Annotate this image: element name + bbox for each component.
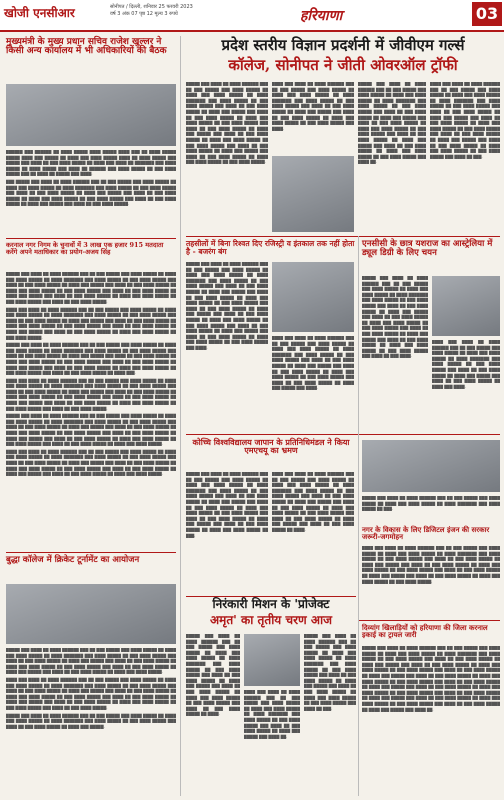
science-body-col4: ████ ███ ████ ██ ████ ██████ ███ ██ ███ █████ ███ ████ █████ ██ ████ ███ ████ █████ ██ ████ ███████ ███ ████ █████ ██ ███ ████ █████ ███ ████ ██ ███ ████ █████ ██ ████ ███ █████ ███ ████ ██ ███ ████ █████ ██ ████ ███ ████ █████ ██ ███ ████ █████ ███ ████ ██ ███ ████ █████ ██ ████ ███ █████ ███ ████ ██ ███ ████ █████ ██ ████ ███ ████ █████ ██ ███ ████ █████ ███ ████ ██ ███. [430,82,500,159]
cricket-photo [6,584,176,644]
row-divider-2 [186,434,500,435]
karnal-election-body: █████ ███ ████ ██ ████ ██████ ███ ██ ███ █████ ███ ████ █████ ██ ████ ███ ████ █████ ██ ████ ███████ ███ ████ █████ ██ ███ ████ █████ ███ ████ ██ ███ ████ █████ ██ ████ ███ █████ ███ ████ ██ ███ ████ █████ ██ ████ ███ ████ █████ ██ ███ ████ █████ ███ ████ ██ ███ ████ █████ ██ ████ ███ █████ ███ ████ ██ ███ ████ █████ ██ ████ ███ ████ █████ ██ ███ ████ █████ ███ ████ ██ ███ ████ █████. ████ ███ ████ ██ ████ ██████ ███ ██ ███ █████ ███ ████ █████ ██ ████ ███ ████ █████ ██ ████ ███████ ███ ████ █████ ██ ███ ████ █████ ███ ████ ██ ███ ████ █████ ██ ████ ███ █████ ███ ████ ██ ███ ████ █████ ██ ████ ███ ████ █████ ██ ███ ████ █████ ███ ████ ██ ███ ████ █████ ██ ████ ███ █████ ███ ████ ██ ███ ████ █████ ██ ████ ███ ████ █████ ██ ███ ████ █████. █████ ███ ████ ██ ████ ██████ ███ ██ ███ █████ ███ ████ █████ ██ ████ ███ ████ █████ ██ ████ ███████ ███ ████ █████ ██ ███ ████ █████ ███ ████ ██ ███ ████ █████ ██ ████ ███ █████ ███ ████ ██ ███ ████ █████ ██ ████ ███ ████ █████ ██ ███ ████ █████ ███ ████ ██ ███ ████ █████ ██ ████ ███ █████ ███ ████ ██ ███ ████ █████ ██ ████ ███ ████ █████ ██ ███ ████ █████ ███ ████ ██ ███ ████ █████ ██ ████ ███. ████ ███ ████ ██ ████ ██████ ███ ██ ███ █████ ███ ████ █████ ██ ████ ███ ████ █████ ██ ████ ███████ ███ ████ █████ ██ ███ ████ █████ ███ ████ ██ ███ ████ █████ ██ ████ ███ █████ ███ ████ ██ ███ ████ █████ ██ ████ ███ ████ █████ ██ ███ ████ █████ ███ ████ ██ ███ ████ █████ ██ ████ ███ █████ ███ ████ ██ ███ ████ █████ ██ ████ ███ ████ █████ ██ ███ ████ █████ ███ ████ ██ ███ ████ █████. █████ ███ ████ ██ ████ ██████ ███ ██ ███ █████ ███ ████ █████ ██ ████ ███ ████ █████ ██ ████ ███████ ███ ████ █████ ██ ███ ████ █████ ███ ████ ██ ███ ████ █████ ██ ████ ███ █████ ███ ████ ██ ███ ████ █████ ██ ████ ███ ████ █████ ██ ███ ████ █████ ███ ████ ██ ███ ████ █████ ██ ████ ███ █████ ███ ████ ██ ███ ████ █████ ██ ████ ███ ████ █████ ██ ███ ████ █████ ███ ████ ██ ███ ████ █████ ██ ████ ███ ████ █████. ████ ███ ████ ██ ████ ██████ ███ ██ ███ █████ ███ ████ █████ ██ ████ ███ ████ █████ ██ ████ ███████ ███ ████ █████ ██ ███ ████ █████ ███ ████ ██ ███ ████ █████ ██ ████ ███ █████ ███ ████ ██ ███ ████ █████ ██ ████ ███ ████ █████ ██ ███ ████ █████ ███ ████ ██ ███ ████ █████ ██ ████ ███ █████ ███ ████ ██ ███ ████ █████ ██ ████ ███ ████ █████. [6,272,176,477]
kochi-body-col2: ████ ███ ████ ██ ████ ██████ ███ ██ ███ █████ ███ ████ █████ ██ ████ ███ ████ █████ ██ ████ ███████ ███ ████ █████ ██ ███ ████ █████ ███ ████ ██ ███ ████ █████ ██ ████ ███ █████ ███ ████ ██ ███ ████ █████ ██ ████ ███ ████ █████ ██ ███ ████ █████ ███ ████ ██ ███ ████ █████ ██ ████ ███ █████ ███ ████ ██ ███ ████ █████ ██ ████. [272,472,354,532]
digital-engine-body: ████ ███ ████ ██ ████ ██████ ███ ██ ███ █████ ███ ████ █████ ██ ████ ███ ████ █████ ██ ████ ███████ ███ ████ █████ ██ ███ ████ █████ ███ ████ ██ ███ ████ █████ ██ ████ ███ █████ ███ ████ ██ ███ ████ █████ ██ ████ ███ ████ █████ ██ ███ ████ █████ ███ ████ ██ ███ ████ █████ ██ ████ ███ █████ ███ ████ ██ ███ ████ █████ ██ ████ ███ ████ █████ ██ ███ ████ █████. [362,546,500,584]
row-divider-1 [186,236,500,237]
science-body-col2: ████ ███ ████ ██ ████ ██████ ███ ██ ███ █████ ███ ████ █████ ██ ████ ███ ████ █████ ██ ████ ███████ ███ ████ █████ ██ ███ ████ █████ ███ ████ ██ ███ ████ █████ ██ ████ ███ █████ ███ ████ ██ ███ ████ █████ ██ ████ ███ ████ █████ ██ ███ ████ █████ ███ ████. [272,82,354,131]
kochi-headline: कोच्चि विश्वविद्यालय जापान के प्रतिनिधिमंडल ने किया एमएचयू का भ्रमण [192,437,350,456]
karnal-election-headline: करनाल नगर निगम के चुनावों में 3 लाख एक हजार 915 मतदाता करेंगे अपने मताधिकार का प्रयोग-अजय सिंह [6,241,164,256]
science-exhibit-photo [272,156,354,232]
buddha-cricket-headline: बुद्धा कॉलेज में क्रिकेट टूर्नामेंट का आयोजन [6,555,140,565]
dateline-main: सोनीपत / दिल्ली, शनिवार 25 फरवरी 2023 [110,4,193,10]
ncc-student-photo [432,276,500,336]
event-photo [362,440,500,492]
nirankari-body-col2: ████ ███ ████ ██ ████ ██████ ███ ██ ███ █████ ███ ████ █████ ██ ████ ███ ████ █████ ██ ████ ███████ ███ ████ █████ ██ ███ ████ █████ ███ ████ ██ ███ ████ █████ ██ ████ ███ █████ ███ ████ ██. [244,690,300,739]
inner-separator-3 [358,620,359,796]
tehsil-body-col1: █████ ███ ████ ██ ████ ██████ ███ ██ ███ █████ ███ ████ █████ ██ ████ ███ ████ █████ ██ ████ ███████ ███ ████ █████ ██ ███ ████ █████ ███ ████ ██ ███ ████ █████ ██ ████ ███ █████ ███ ████ ██ ███ ████ █████ ██ ████ ███ ████ █████ ██ ███ ████ █████ ███ ████ ██ ███ ████ █████ ██ ████ ███ █████ ███ ████ ██ ███ ████ █████ ██ ████ ███ ████ █████ ██ ███ ████ █████ ███ ████ ██ ███ ████ █████ ██ ████ ███ █████ ███ ████ ██ ███ ████ █████ ██ ████ ███ ████ █████ ██ ███ ████ █████ ███ ████. [186,262,268,350]
meeting-photo [6,84,176,146]
nirankari-body-col3: █████ ███ ████ ██ ████ ██████ ███ ██ ███ █████ ███ ████ █████ ██ ████ ███ ████ █████ ██ ████ ███████ ███ ████ █████ ██ ███ ████ █████ ███ ████ ██ ███ ████ █████ ██ ████ ███ █████ ███ ████ ██ ███ ████ █████ ██ ████ ███ ████ █████ ██ ███ ████ █████ ███ ████ ██ ███. [304,634,356,711]
buddha-divider [6,552,176,553]
dateline-issue: वर्ष 3 अंक 07 पृष्ठ 12 मूल्य 3 रुपये [110,11,178,17]
digital-engine-headline: नगर के विकास के लिए डिजिटल इंजन की सरकार जरूरी-जगमोहन [362,525,490,542]
column-separator [180,36,181,796]
nirankari-headline-line1: निरंकारी मिशन के 'प्रोजेक्ट [212,597,330,611]
page-number: 03 [472,2,502,26]
dateline [110,4,260,18]
ncc-body-col2: ████ ███ ████ ██ ████ ██████ ███ ██ ███ █████ ███ ████ █████ ██ ████ ███ ████ █████ ██ ████ ███████ ███ ████ █████ ██ ███ ████ █████ ███ ████ ██ ███ ████ █████ ██ ████ ███ █████ ███ ████ ██ ███ ████ █████ ██ ████ ███ ████. [432,340,500,389]
ncc-headline: एनसीसी के छात्र यशराज का आस्ट्रेलिया में ड्यूल डिग्री के लिए चयन [362,239,493,258]
trial-divider [358,620,500,621]
kochi-body-col1: █████ ███ ████ ██ ████ ██████ ███ ██ ███ █████ ███ ████ █████ ██ ████ ███ ████ █████ ██ ████ ███████ ███ ████ █████ ██ ███ ████ █████ ███ ████ ██ ███ ████ █████ ██ ████ ███ █████ ███ ████ ██ ███ ████ █████ ██ ████ ███ ████ █████ ██ ███ ████ █████ ███ ████ ██ ███ ████ █████ ██ ████ ███ █████ ███ ████ ██ ███ ████ █████ ██ ████ ███ ████ █████ ██ ███. [186,472,268,538]
tehsil-headline: तहसीलों में बिना रिश्वत दिए रजिस्ट्री व इंतकाल तक नहीं होता है - बजरंग बंग [186,239,355,256]
science-body-col1: █████ ███ ████ ██ ████ ██████ ███ ██ ███ █████ ███ ████ █████ ██ ████ ███ ████ █████ ██ ████ ███████ ███ ████ █████ ██ ███ ████ █████ ███ ████ ██ ███ ████ █████ ██ ████ ███ █████ ███ ████ ██ ███ ████ █████ ██ ████ ███ ████ █████ ██ ███ ████ █████ ███ ████ ██ ███ ████ █████ ██ ████ ███ █████ ███ ████ ██ ███ ████ █████ ██ ████ ███ ████ █████ ██ ███ ████ █████ ███ ████ ██ ███ ████ █████ ██ ████ ███ █████ ███ ████ ██ ███ ████ █████ ██ ████ ███ ████ █████ ██ ███ ████ █████. [186,82,268,165]
masthead: खोजी एनसीआर [4,6,75,20]
section-name: हरियाणा [300,8,343,24]
nirankari-headline-line2: अमृत' का तृतीय चरण आज [209,613,332,627]
inner-separator-2 [358,434,359,620]
tehsil-body-col2: ████ ███ ████ ██ ████ ██████ ███ ██ ███ █████ ███ ████ █████ ██ ████ ███ ████ █████ ██ ████ ███████ ███ ████ █████ ██ ███ ████ █████ ███ ████ ██ ███ ████ █████ ██ ████ ███ █████ ███ ████ ██ ███ ████ █████ ██ ████ ███ ████ █████ ██ ███ ████ █████ ███ ████ ██ ███ ████ █████ ██ ████ ███ █████ ███ ████. [272,336,354,391]
trial-body: █████ ███ ████ ██ ████ ██████ ███ ██ ███ █████ ███ ████ █████ ██ ████ ███ ████ █████ ██ ████ ███████ ███ ████ █████ ██ ███ ████ █████ ███ ████ ██ ███ ████ █████ ██ ████ ███ █████ ███ ████ ██ ███ ████ █████ ██ ████ ███ ████ █████ ██ ███ ████ █████ ███ ████ ██ ███ ████ █████ ██ ████ ███ █████ ███ ████ ██ ███ ████ █████ ██ ████ ███ ████ █████ ██ ███ ████ █████ ███ ████ ██ ███ ████ █████ ██ ████ ███ █████ ███ ████ ██ ███ ████ █████ ██ ████ ███ ████ █████ ██ ███ ████ █████ ███ ████ ██ ███ ████ █████ ██ ████ ███ █████ ███ ████ ██ ███ ████ █████ ██ ████ ███ ████ █████ ██ ███ ████ █████ ███ ████ ██ ███ ████ █████ ██ ████ ███ █████ ███ ████ ██. [362,646,500,712]
guru-portrait-photo [244,634,300,686]
event-caption: █████ ███ ████ ██ ████ ██████ ███ ██ ███ █████ ███ ████ █████ ██ ████ ███ ████ █████ ██ ████ ███████ ███ ████ █████ ██ ███. [362,496,500,512]
buddha-cricket-body: █████ ███ ████ ██ ████ ██████ ███ ██ ███ █████ ███ ████ █████ ██ ████ ███ ████ █████ ██ ████ ███████ ███ ████ █████ ██ ███ ████ █████ ███ ████ ██ ███ ████ █████ ██ ████ ███ █████ ███ ████ ██ ███ ████ █████ ██ ████ ███ ████ █████ ██ ███ ████ █████ ███ ████ ██ ███ ████ █████ ██ ████ ███ █████ ███ ████ ██ ███ ████ █████ ██ ████ ███ ████ █████. ████ ███ ████ ██ ████ ██████ ███ ██ ███ █████ ███ ████ █████ ██ ████ ███ ████ █████ ██ ████ ███████ ███ ████ █████ ██ ███ ████ █████ ███ ████ ██ ███ ████ █████ ██ ████ ███ █████ ███ ████ ██ ███ ████ █████ ██ ████ ███ ████ █████ ██ ███ ████ █████ ███ ████ ██ ███ ████ █████ ██ ████ ███ █████ ███ ████ ██ ███ ████ █████ ██ ████ ███ ████ █████ ██ ███ ████ █████ ███ ████ ██ ███ ████ █████. █████ ███ ████ ██ ████ ██████ ███ ██ ███ █████ ███ ████ █████ ██ ████ ███ ████ █████ ██ ████ ███████ ███ ████ █████ ██ ███ ████ █████ ███ ████ ██ ███ ████ █████ ██ ████ ███ █████. [6,648,176,729]
trial-headline: दिव्यांग खिलाड़ियों को हरियाणा की जिला करनाल इकाई का ट्रायल जारी [362,623,488,640]
science-body-col3: █████ ███ ████ ██ ████ ██████ ███ ██ ███ █████ ███ ████ █████ ██ ████ ███ ████ █████ ██ ████ ███████ ███ ████ █████ ██ ███ ████ █████ ███ ████ ██ ███ ████ █████ ██ ████ ███ █████ ███ ████ ██ ███ ████ █████ ██ ████ ███ ████ █████ ██ ███ ████ █████ ███ ████ ██ ███ ████ █████ ██ ████ ███ █████ ███ ████ ██ ███ ████ █████ ██ ████ ███ ████ █████ ██ ███ ████ █████ ███ ████ ██. [358,82,426,165]
tehsil-photo [272,262,354,332]
main-headline-line2: कॉलेज, सोनीपत ने जीती ओवरऑल ट्रॉफी [228,56,458,74]
cm-secretary-headline: मुख्यमंत्री के मुख्य प्रधान सचिव राजेश खुल्लर ने किसी अन्य कार्यालय में भी अधिकारियों की बैठक [6,37,167,57]
karnal-divider [6,238,176,239]
inner-separator-1 [358,236,359,436]
ncc-body-col1: █████ ███ ████ ██ ████ ██████ ███ ██ ███ █████ ███ ████ █████ ██ ████ ███ ████ █████ ██ ████ ███████ ███ ████ █████ ██ ███ ████ █████ ███ ████ ██ ███ ████ █████ ██ ████ ███ █████ ███ ████ ██ ███ ████ █████ ██ ████ ███ ████ █████ ██ ███ ████ █████ ███ ████ ██ ███ ████ █████ ██ ████ ███ █████ ███ ████ ██ ███ ████ █████ ██ ████ ███ ████ █████ ██ ███ ████ █████ ███ ████ ██ ███ ████. [362,276,428,359]
main-headline-line1: प्रदेश स्तरीय विज्ञान प्रदर्शनी में जीवीएम गर्ल्स [221,36,465,54]
nirankari-body-col1: █████ ███ ████ ██ ████ ██████ ███ ██ ███ █████ ███ ████ █████ ██ ████ ███ ████ █████ ██ ████ ███████ ███ ████ █████ ██ ███ ████ █████ ███ ████ ██ ███ ████ █████ ██ ████ ███ █████ ███ ████ ██ ███ ████ █████ ██ ████ ███ ████ █████ ██ ███ ████ █████ ███ ████ ██ ███ ████ █████ ██ ████. [186,634,240,717]
cm-secretary-body: ██████ ███ ██████ ██ ████ █████ ████ █████ ████ ███ ██ ████ █████ █████ ████ ███ █████ ██ ████ ███ ████ █████ ████ ██ ████ █████ ███ █████ ███ ████ ██ ███ ████ █████ ██ ████ ███ ████ ██ ███████ ███ ████ █████ ██ ████ █████ ███ ████ ██ ██████ ███ ████ █████ ██ ███ ████ █████ ███ ██ ████ ██ █████ ███ ████. ███ █████ ███ ████ ██ ████ ██████ ███ ██ ███ █████ ███ ████ █████ ██ ████ ███ ████ █████ ██ ████ ███████ ███ ████ █████ ██ ███ ████ █████ ███ ████ ██ ███ ████ █████ ██ ████ ███ █████ ███ ████ ██ ███ ████ █████ ██ ████ ███ ████ █████ ██ ███ ████ █████ ███ ████ ██ ███ ████ █████ ██ ████ ███ █████ ███ ████ ██ ███ ████ █████. [6,150,176,207]
